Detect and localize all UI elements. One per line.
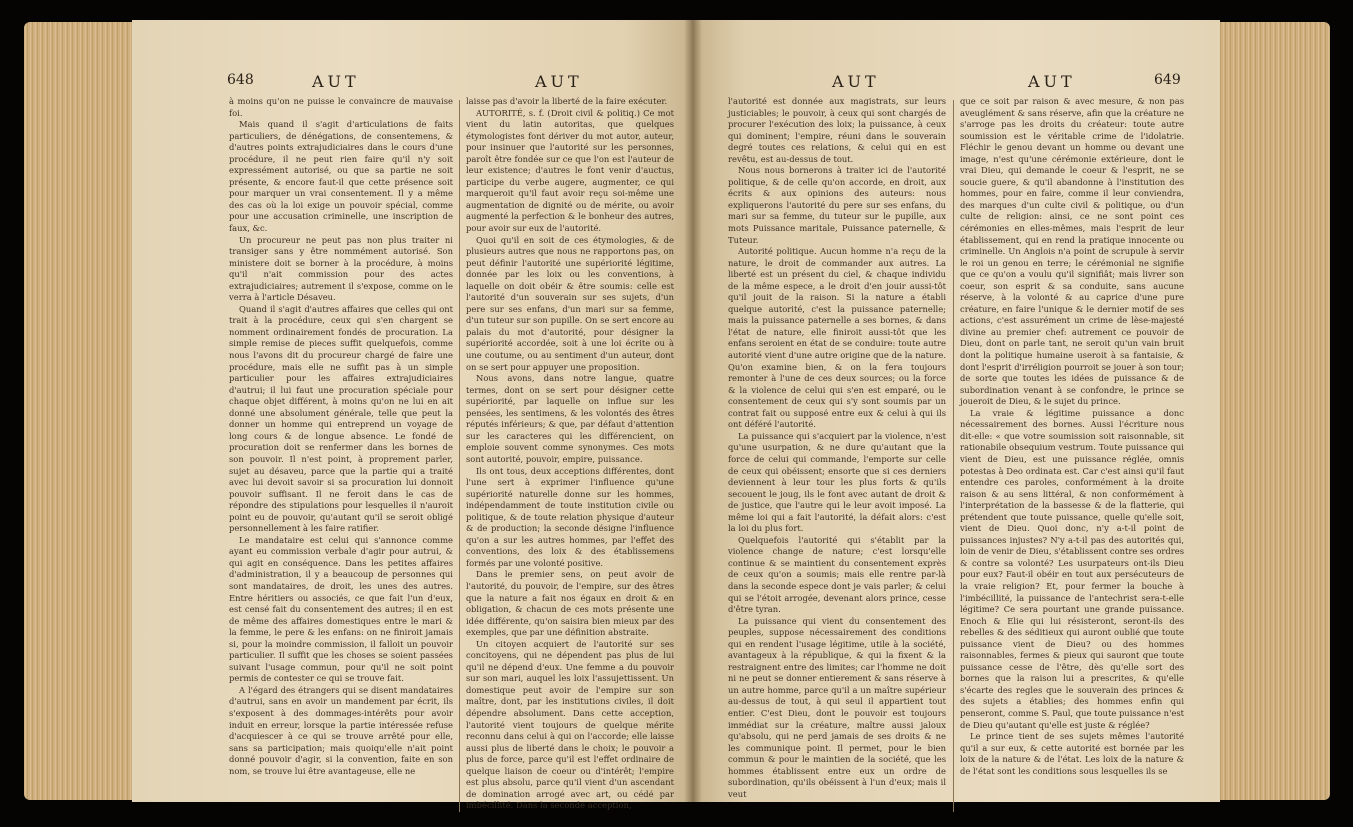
- right-running-head-left: AUT: [832, 72, 880, 91]
- column-divider: [459, 100, 460, 812]
- column-divider: [953, 100, 954, 812]
- paragraph: à moins qu'on ne puisse le convaincre de mauvaise foi.: [229, 96, 453, 118]
- paragraph: Dans le premier sens, on peut avoir de l'autorité, du pouvoir, de l'empire, sur des êtres que la nature a fait nos égaux en droit & en obligation, & chacun de ces mots présente une idée différente, qu'on saisira bien mieux par des exemples, que par une définition abstraite.: [466, 569, 674, 638]
- right-page-number: 649: [1154, 72, 1181, 88]
- paragraph: Quelquefois l'autorité qui s'établit par la violence change de nature; c'est lorsqu'elle continue & se maintient du consentement exprès de ceux qu'on a soumis; mais elle rentre par-là dans la seconde espece dont je vais parler; & celui qui se l'étoit arrogée, devenant alors prince, cesse d'être tyran.: [728, 534, 946, 615]
- left-page-number: 648: [227, 72, 254, 88]
- right-page: [692, 20, 1220, 802]
- entry-autorite: AUTORITÉ, s. f. (Droit civil & politiq.) Ce mot vient du latin autoritas, que quelques étymologistes font dériver du mot autor, auteur, pour insinuer que l'autorité sur les personnes, paroît être fondée sur ce que l'on est l'auteur de leur existence; d'autres le font venir d'auctus, participe du verbe augere, augmenter, ce qui marqueroit qu'il faut avoir reçu soi-même une augmentation de dignité ou de mérite, ou avoir augmenté la perfection & le bonheur des autres, pour avoir sur eux de l'autorité.: [466, 107, 674, 234]
- left-column-2: [466, 96, 674, 816]
- paragraph: A l'égard des étrangers qui se disent mandataires d'autrui, sans en avoir un mandement par écrit, ils s'exposent à des dommages-intérêts pour avoir induit en erreur, lorsque la partie intéressée refuse d'acquiescer à ce qui se trouve arrêté pour elle, sans sa participation; mais quoiqu'elle n'ait point donné pouvoir d'agir, si la convention, faite en son nom, se trouve lui être avantageuse, elle ne: [229, 684, 453, 776]
- paragraph: l'autorité est donnée aux magistrats, sur leurs justiciables; le pouvoir, à ceux qui sont chargés de procurer l'exécution des loix; la puissance, à ceux qui dominent; l'empire, réuni dans le souverain degré toutes ces relations, & celui qui en est revêtu, est au-dessus de tout.: [728, 96, 946, 164]
- right-column-1: [728, 96, 946, 816]
- paragraph: Un procureur ne peut pas non plus traiter ni transiger sans y être nommément autorisé. Son ministere doit se borner à la procédure, à moins qu'il n'ait commission pour des actes extrajudiciaires; autrement il s'expose, comme on le verra à l'article Désaveu.: [229, 234, 453, 303]
- paragraph: Autorité politique. Aucun homme n'a reçu de la nature, le droit de commander aux autres. La liberté est un présent du ciel, & chaque individu de la même espece, a le droit d'en jouir aussi-tôt qu'il jouit de la raison. Si la nature a établi quelque autorité, c'est la puissance paternelle; mais la puissance paternelle a ses bornes, & dans l'état de nature, elle finiroit aussi-tôt que les enfans seroient en état de se conduire: toute autre autorité vient d'une autre origine que de la nature. Qu'on examine bien, & on la fera toujours remonter à l'une de ces deux sources; ou la force & la violence de celui qui s'en est emparé, ou le consentement de ceux qui s'y sont soumis par un contrat fait ou supposé entre eux & celui à qui ils ont déféré l'autorité.: [728, 246, 946, 430]
- right-running-head-right: AUT: [1028, 72, 1076, 91]
- left-running-head-right: AUT: [535, 72, 583, 91]
- paragraph: que ce soit par raison & avec mesure, & non pas aveuglément & sans réserve, afin que la créature ne s'arroge pas les droits du créateur: toute autre soumission est le véritable crime de l'idolatrie. Fléchir le genou devant un homme ou devant une image, n'est qu'une cérémonie extérieure, dont le vrai Dieu, qui demande le coeur & l'esprit, ne se soucie guere, & qu'il abandonne à l'institution des hommes, pour en faire, comme il leur conviendra, des marques d'un culte civil & politique, ou d'un culte de religion: ainsi, ce ne sont point ces cérémonies en elles-mêmes, mais l'esprit de leur établissement, qui en rend la pratique innocente ou criminelle. Un Anglois n'a point de scrupule à servir le roi un genou en terre; le cérémonial ne signifie que ce qu'on a voulu qu'il signifiât; mais livrer son coeur, son esprit & sa conduite, sans aucune réserve, à la volonté & au caprice d'une pure créature, en faire l'unique & le dernier motif de ses actions, c'est assurément un crime de lèse-majesté divine au premier chef: autrement ce pouvoir de Dieu, dont on parle tant, ne seroit qu'un vain bruit dont la politique humaine useroit à sa fantaisie, & dont l'esprit d'irréligion pourroit se jouer à son tour; de sorte que toutes les idées de puissance & de subordination venant à se confondre, le prince se joueroit de Dieu, & le sujet du prince.: [960, 96, 1184, 407]
- left-column-1: [229, 96, 453, 816]
- paragraph: Le mandataire est celui qui s'annonce comme ayant eu commission verbale d'agir pour autrui, & qui agit en conséquence. Dans les petites affaires d'administration, il y a beaucoup de personnes qui sont mandataires, de droit, les unes des autres. Entre héritiers ou associés, ce que fait l'un d'eux, est censé fait du consentement des autres; il en est de même des affaires domestiques entre le mari & la femme, le pere & les enfans: on ne finiroit jamais si, pour la moindre commission, il falloit un pouvoir particulier. Il suffit que les choses se soient passées suivant l'usage commun, pour qu'il ne soit point permis de contester ce qui se trouve fait.: [229, 534, 453, 684]
- paragraph: Mais quand il s'agit d'articulations de faits particuliers, de dénégations, de consentemens, & d'autres points extrajudiciaires dans le cours d'une procédure, il ne peut rien faire qu'il n'y soit expressément autorisé, ou que sa partie ne soit présente, & encore faut-il que cette présence soit pour marquer un vrai consentement. Il y a même des cas où la loi exige un pouvoir spécial, comme pour une accusation criminelle, une inscription de faux, &c.: [229, 119, 453, 234]
- paragraph: La vraie & légitime puissance a donc nécessairement des bornes. Aussi l'écriture nous dit-elle: « que votre soumission soit raisonnable, sit rationabile obsequium vestrum. Toute puissance qui vient de Dieu, est une puissance réglée, omnis potestas à Deo ordinata est. Car c'est ainsi qu'il faut entendre ces paroles, conformément à la droite raison & au sens littéral, & non conformément à l'interprétation de la bassesse & de la flatterie, qui prétendent que toute puissance, quelle qu'elle soit, vient de Dieu. Quoi donc, n'y a-t-il point de puissances injustes? N'y a-t-il pas des autorités qui, loin de venir de Dieu, s'établissent contre ses ordres & contre sa volonté? Les usurpateurs ont-ils Dieu pour eux? Faut-il obéir en tout aux persécuteurs de la vraie religion? Et, pour fermer la bouche à l'imbécillité, la puissance de l'antechrist sera-t-elle légitime? Ce sera pourtant une grande puissance. Enoch & Elie qui lui résisteront, seront-ils des rebelles & des séditieux qui auront oublié que toute puissance vient de Dieu? ou des hommes raisonnables, fermes & pieux qui sauront que toute puissance cesse de l'être, dès qu'elle sort des bornes que la raison lui a prescrites, & qu'elle s'écarte des regles que le souverain des princes & des sujets a établies; des hommes enfin qui penseront, comme S. Paul, que toute puissance n'est de Dieu qu'autant qu'elle est juste & réglée?: [960, 407, 1184, 730]
- paragraph: Ils ont tous, deux acceptions différentes, dont l'une sert à exprimer l'influence qu'une supériorité naturelle donne sur les hommes, indépendamment de toute institution civile ou politique, & de toute relation physique d'auteur & de production; la seconde désigne l'influence qu'on a sur les autres hommes, par l'effet des conventions, des loix & des établissemens formés par une volonté positive.: [466, 465, 674, 568]
- paragraph: Nous avons, dans notre langue, quatre termes, dont on se sert pour désigner cette supériorité, par laquelle on influe sur les pensées, les sentimens, & les volontés des êtres réputés inférieurs; & que, par défaut d'attention sur les caracteres qui les différencient, on emploie souvent comme synonymes. Ces mots sont autorité, pouvoir, empire, puissance.: [466, 373, 674, 464]
- paragraph: Quoi qu'il en soit de ces étymologies, & de plusieurs autres que nous ne rapportons pas, on peut définir l'autorité une supériorité légitime, donnée par les loix ou les conventions, à laquelle on doit obéir & être soumis: celle est l'autorité d'un souverain sur ses sujets, d'un pere sur ses enfans, d'un mari sur sa femme, d'un tuteur sur son pupille. On se sert encore au palais du mot d'autorité, pour désigner la supériorité accordée, soit à une loi écrite ou à une coutume, ou au sentiment d'un auteur, dont on se sert pour appuyer une proposition.: [466, 234, 674, 372]
- paragraph: La puissance qui vient du consentement des peuples, suppose nécessairement des conditions qui en rendent l'usage légitime, utile à la société, avantageux à la république, & qui la fixent & la restraignent entre des limites; car l'homme ne doit ni ne peut se donner entierement & sans réserve à un autre homme, parce qu'il a un maître supérieur au-dessus de tout, à qui seul il appartient tout entier. C'est Dieu, dont le pouvoir est toujours immédiat sur la créature, maître aussi jaloux qu'absolu, qui ne perd jamais de ses droits & ne les communique point. Il permet, pour le bien commun & pour le maintien de la société, que les hommes établissent entre eux un ordre de subordination, qu'ils obéissent à l'un d'eux; mais il veut: [728, 615, 946, 799]
- book-gutter: [684, 20, 702, 802]
- paragraph: Un citoyen acquiert de l'autorité sur ses concitoyens, qui ne dépendent pas plus de lui qu'il ne dépend d'eux. Une femme a du pouvoir sur son mari, auquel les loix l'assujettissent. Un domestique peut avoir de l'empire sur son maître, dont, par les institutions civiles, il doit dépendre absolument. Dans cette acception, l'autorité vient toujours de quelque mérite reconnu dans celui à qui on l'accorde; elle laisse aussi plus de liberté dans le choix; le pouvoir a plus de force, parce qu'il est l'effet ordinaire de quelque liaison de coeur ou d'intérêt; l'empire est plus absolu, parce qu'il vient d'un ascendant de domination arrogé avec art, ou cédé par imbécillité. Dans la seconde acception,: [466, 638, 674, 811]
- paragraph: Nous nous bornerons à traiter ici de l'autorité politique, & de celle qu'on accorde, en droit, aux écrits & aux opinions des auteurs: nous expliquerons l'autorité du pere sur ses enfans, du mari sur sa femme, du tuteur sur le pupille, aux mots Puissance maritale, Puissance paternelle, & Tuteur.: [728, 165, 946, 245]
- left-page-edges: [24, 22, 140, 800]
- left-page: [132, 20, 692, 811]
- left-running-head-left: AUT: [312, 72, 360, 91]
- right-page-edges: [1212, 22, 1330, 800]
- paragraph: Le prince tient de ses sujets mêmes l'autorité qu'il a sur eux, & cette autorité est bornée par les loix de la nature & de l'état. Les loix de la nature & de l'état sont les conditions sous lesquelles ils se: [960, 731, 1184, 776]
- right-column-2: [960, 96, 1184, 816]
- paragraph: laisse pas d'avoir la liberté de la faire exécuter.: [466, 96, 668, 106]
- paragraph: Quand il s'agit d'autres affaires que celles qui ont trait à la procédure, ceux qui s'en chargent se nomment ordinairement fondés de procuration. La simple remise de pieces suffit quelquefois, comme nous l'avons dit du procureur chargé de faire une procédure, mais elle ne suffit pas à un simple particulier pour les affaires extrajudiciaires d'autrui; il lui faut une procuration spéciale pour chaque objet différent, à moins qu'on ne lui en ait donné une absolument générale, telle que peut la donner un homme qui entreprend un voyage de long cours & de longue absence. Le fondé de procuration doit se renfermer dans les bornes de son pouvoir. Il n'est point, à proprement parler, sujet au désaveu, parce que la partie qui a traité avec lui devoit savoir si sa procuration lui donnoit pouvoir suffisant. Il ne feroit dans le cas de répondre des stipulations pour lesquelles il n'auroit point eu de pouvoir, qu'autant qu'il se seroit obligé personnellement à les faire ratifier.: [229, 303, 453, 534]
- paragraph: La puissance qui s'acquiert par la violence, n'est qu'une usurpation, & ne dure qu'autant que la force de celui qui commande, l'emporte sur celle de ceux qui obéissent; ensorte que si ces derniers deviennent à leur tour les plus forts & qu'ils secouent le joug, ils le font avec autant de droit & de justice, que l'autre qui le leur avoit imposé. La même loi qui a fait l'autorité, la défait alors: c'est la loi du plus fort.: [728, 430, 946, 534]
